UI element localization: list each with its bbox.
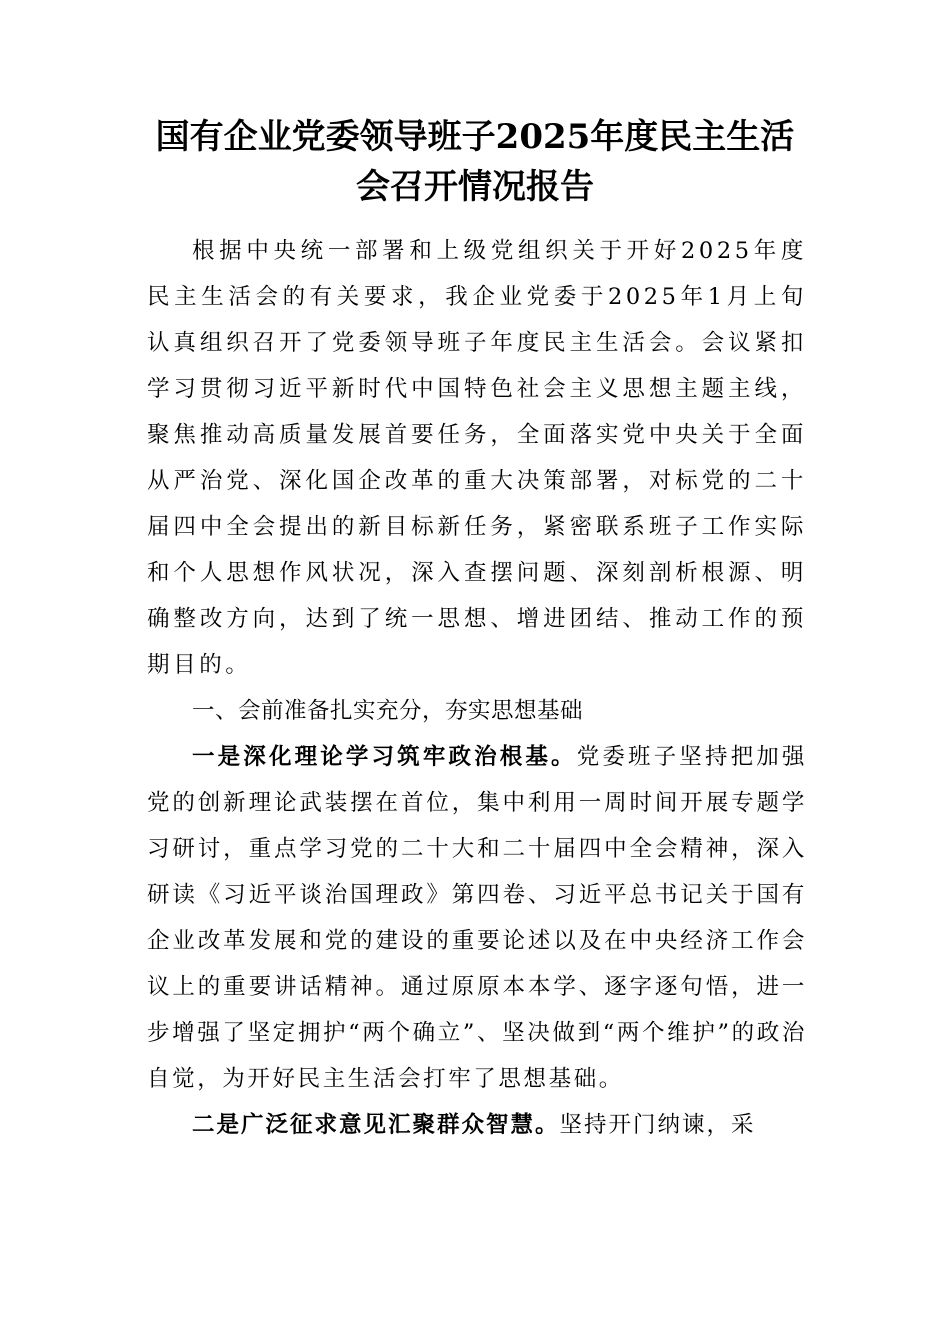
- item-lead-1: 一是深化理论学习筑牢政治根基。: [192, 744, 577, 770]
- section-heading-1: 一、会前准备扎实充分，夯实思想基础: [192, 698, 584, 724]
- item-text-1: 党委班子坚持把加强党的创新理论武装摆在首位，集中利用一周时间开展专题学习研讨，重点学习党的二十大和二十届四中全会精神，深入研读《习近平谈治国理政》第四卷、习近平总书记关于国有企业改革发展和党的建设的重要论述以及在中央经济工作会议上的重要讲话精神。通过原原本本学、逐字逐句悟，进一步增强了坚定拥护“两个确立”、坚决做到“两个维护”的政治自觉，为开好民主生活会打牢了思想基础。: [147, 744, 807, 1092]
- item-text-2: 坚持开门纳谏，采: [559, 1112, 756, 1138]
- item-lead-2: 二是广泛征求意见汇聚群众智慧。: [192, 1112, 560, 1138]
- intro-paragraph: 根据中央统一部署和上级党组织关于开好2025年度民主生活会的有关要求，我企业党委于2025年1月上旬认真组织召开了党委领导班子年度民主生活会。会议紧扣学习贯彻习近平新时代中国特色社会主义思想主题主线，聚焦推动高质量发展首要任务，全面落实党中央关于全面从严治党、深化国企改革的重大决策部署，对标党的二十届四中全会提出的新目标新任务，紧密联系班子工作实际和个人思想作风状况，深入查摆问题、深刻剖析根源、明确整改方向，达到了统一思想、增进团结、推动工作的预期目的。: [147, 238, 807, 678]
- document-title: [135, 112, 815, 212]
- item-paragraph-1: [147, 734, 807, 1102]
- title-line-2: 会召开情况报告: [356, 167, 594, 207]
- title-line-1: 国有企业党委领导班子2025年度民主生活: [155, 117, 795, 157]
- document-body: [147, 228, 807, 1148]
- item-paragraph-2: [147, 1102, 807, 1148]
